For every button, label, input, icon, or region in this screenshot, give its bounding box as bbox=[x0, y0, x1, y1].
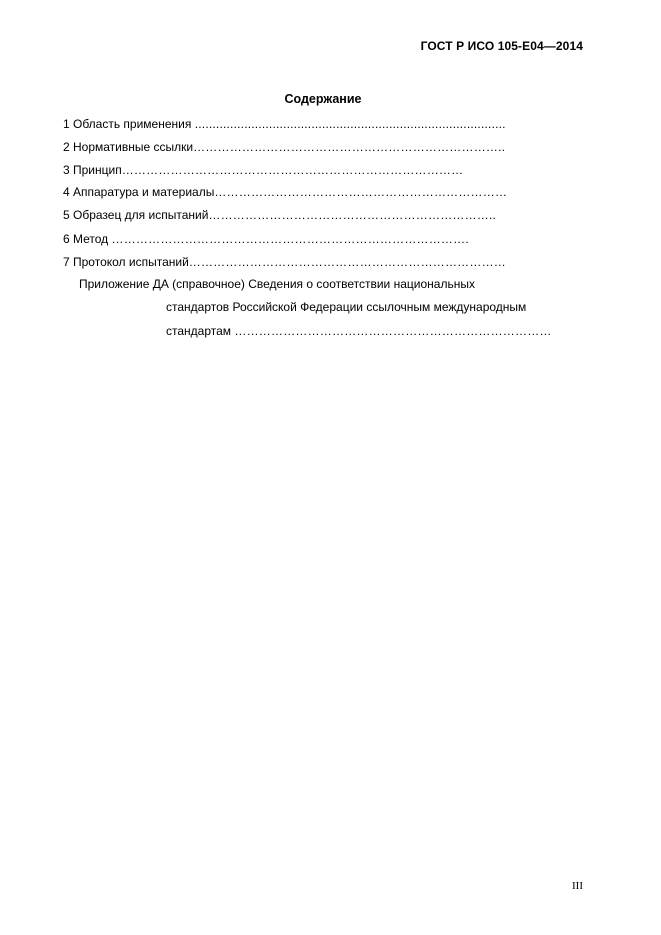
toc-item-test-specimen[interactable] bbox=[63, 208, 496, 222]
document-header-code: ГОСТ Р ИСО 105-Е04—2014 bbox=[420, 39, 583, 53]
page-number: III bbox=[572, 880, 583, 892]
toc-item-label: 4 Аппаратура и материалы bbox=[63, 185, 215, 199]
toc-item-label: 1 Область применения bbox=[63, 117, 192, 131]
toc-item-test-report[interactable] bbox=[63, 255, 506, 269]
toc-item-leader: ………………………………………………………………………… bbox=[121, 163, 464, 177]
toc-item-leader: …………………………………………………………………… bbox=[188, 255, 506, 269]
toc-item-leader: ……………………………………………………………… bbox=[214, 185, 508, 199]
annex-line-3 bbox=[166, 324, 552, 338]
toc-item-method[interactable] bbox=[63, 232, 469, 246]
toc-item-leader: …………………………………………………………….. bbox=[208, 208, 497, 222]
annex-line-3-label: стандартам bbox=[166, 324, 232, 338]
toc-item-label: 3 Принцип bbox=[63, 163, 122, 177]
toc-item-label: 6 Метод bbox=[63, 232, 109, 246]
annex-line-2: стандартов Российской Федерации ссылочным международным bbox=[166, 300, 527, 314]
toc-item-apparatus[interactable] bbox=[63, 185, 507, 199]
annex-line-3-leader: …………………………………………………………………… bbox=[234, 324, 552, 338]
toc-item-principle[interactable] bbox=[63, 163, 463, 177]
toc-item-leader: ………………………………………………………………….. bbox=[193, 140, 506, 154]
toc-item-scope[interactable] bbox=[63, 117, 506, 131]
toc-item-label: 5 Образец для испытаний bbox=[63, 208, 209, 222]
toc-item-leader: ........................................................................................ bbox=[194, 117, 506, 131]
annex-line-1: Приложение ДА (справочное) Сведения о соответствии национальных bbox=[79, 277, 475, 291]
toc-title: Содержание bbox=[284, 92, 362, 106]
toc-item-leader: ……………………………………………………………………………. bbox=[111, 232, 469, 246]
toc-item-label: 2 Нормативные ссылки bbox=[63, 140, 194, 154]
toc-item-label: 7 Протокол испытаний bbox=[63, 255, 189, 269]
toc-item-normative-references[interactable] bbox=[63, 140, 505, 154]
